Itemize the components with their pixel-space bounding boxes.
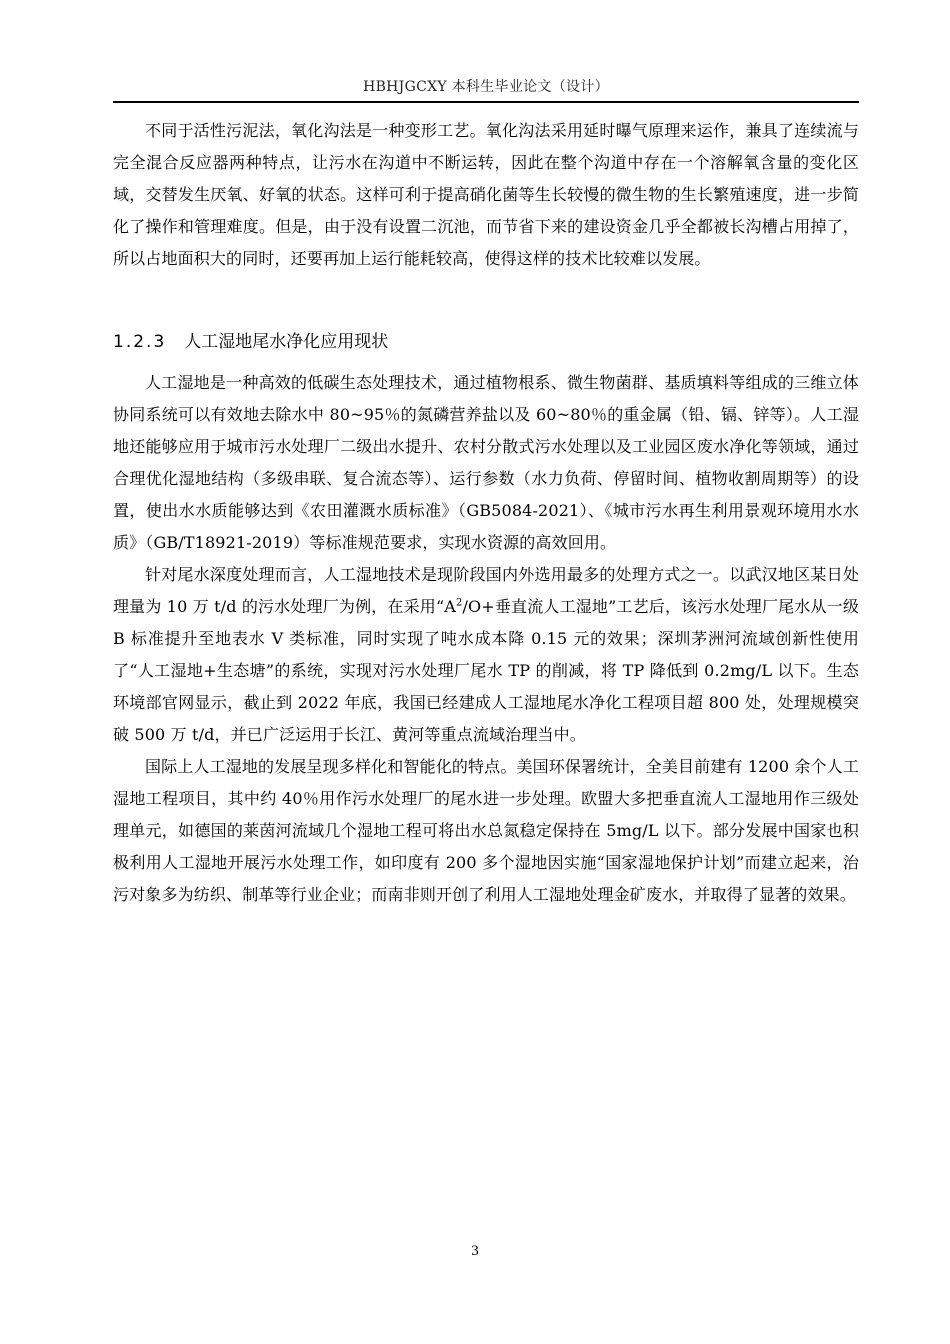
paragraph-domestic-cases xyxy=(113,559,859,751)
section-heading xyxy=(113,326,859,358)
paragraph-international: 国际上人工湿地的发展呈现多样化和智能化的特点。美国环保署统计，全美目前建有 1200 余个人工湿地工程项目，其中约 40％用作污水处理厂的尾水进一步处理。欧盟大多把垂直流人工湿地用作三级处理单元，如德国的莱茵河流域几个湿地工程可将出水总氮稳定保持在 5mg/L 以下。部分发展中国家也积极利用人工湿地开展污水处理工作，如印度有 200 多个湿地因实施“国家湿地保护计划”而建立起来，治污对象多为纺织、制革等行业企业；而南非则开创了利用人工湿地处理金矿废水，并取得了显著的效果。 xyxy=(113,757,859,904)
paragraph-oxidation-ditch: 不同于活性污泥法，氧化沟法是一种变形工艺。氧化沟法采用延时曝气原理来运作，兼具了连续流与完全混合反应器两种特点，让污水在沟道中不断运转，因此在整个沟道中存在一个溶解氧含量的变化区域，交替发生厌氧、好氧的状态。这样可利于提高硝化菌等生长较慢的微生物的生长繁殖速度，进一步简化了操作和管理难度。但是，由于没有设置二沉池，而节省下来的建设资金几乎全都被长沟槽占用掉了，所以占地面积大的同时，还要再加上运行能耗较高，使得这样的技术比较难以发展。 xyxy=(113,121,859,268)
section-body xyxy=(113,367,859,911)
paragraph-text-part: /O+垂直流人工湿地”工艺后，该污水处理厂尾水从一级 B 标准提升至地表水 V 类标准，同时实现了吨水成本降 0.15 元的效果；深圳茅洲河流域创新性使用了“人工湿地+生态塘”的系统，实现对污水处理厂尾水 TP 的削减，将 TP 降低到 0.2mg/L 以下。生态环境部官网显示，截止到 2022 年底，我国已经建成人工湿地尾水净化工程项目超 800 处，处理规模突破 500 万 t/d，并已广泛运用于长江、黄河等重点流域治理当中。 xyxy=(113,597,859,744)
running-header: HBHJGCXY 本科生毕业论文（设计） xyxy=(363,79,609,95)
superscript-2: 2 xyxy=(455,597,463,609)
paragraph-wetland-overview: 人工湿地是一种高效的低碳生态处理技术，通过植物根系、微生物菌群、基质填料等组成的三维立体协同系统可以有效地去除水中 80~95％的氮磷营养盐以及 60~80％的重金属（铅、镉、锌等）。人工湿地还能够应用于城市污水处理厂二级出水提升、农村分散式污水处理以及工业园区废水净化等领域，通过合理优化湿地结构（多级串联、复合流态等）、运行参数（水力负荷、停留时间、植物收割周期等）的设置，使出水水质能够达到《农田灌溉水质标准》（GB5084-2021）、《城市污水再生利用景观环境用水水质》（GB/T18921-2019）等标准规范要求，实现水资源的高效回用。 xyxy=(113,373,859,552)
section-number: 1.2.3 xyxy=(113,332,167,352)
paragraph-text-part: 针对尾水深度处理而言，人工湿地技术是现阶段国内外选用最多的处理方式之一。以武汉地区某日处理量为 10 万 t/d 的污水处理厂为例，在采用“A xyxy=(113,565,859,616)
header-divider xyxy=(113,101,859,103)
section-title: 人工湿地尾水净化应用现状 xyxy=(184,332,389,352)
intro-text-block xyxy=(113,115,859,275)
page-number: 3 xyxy=(471,1243,479,1259)
